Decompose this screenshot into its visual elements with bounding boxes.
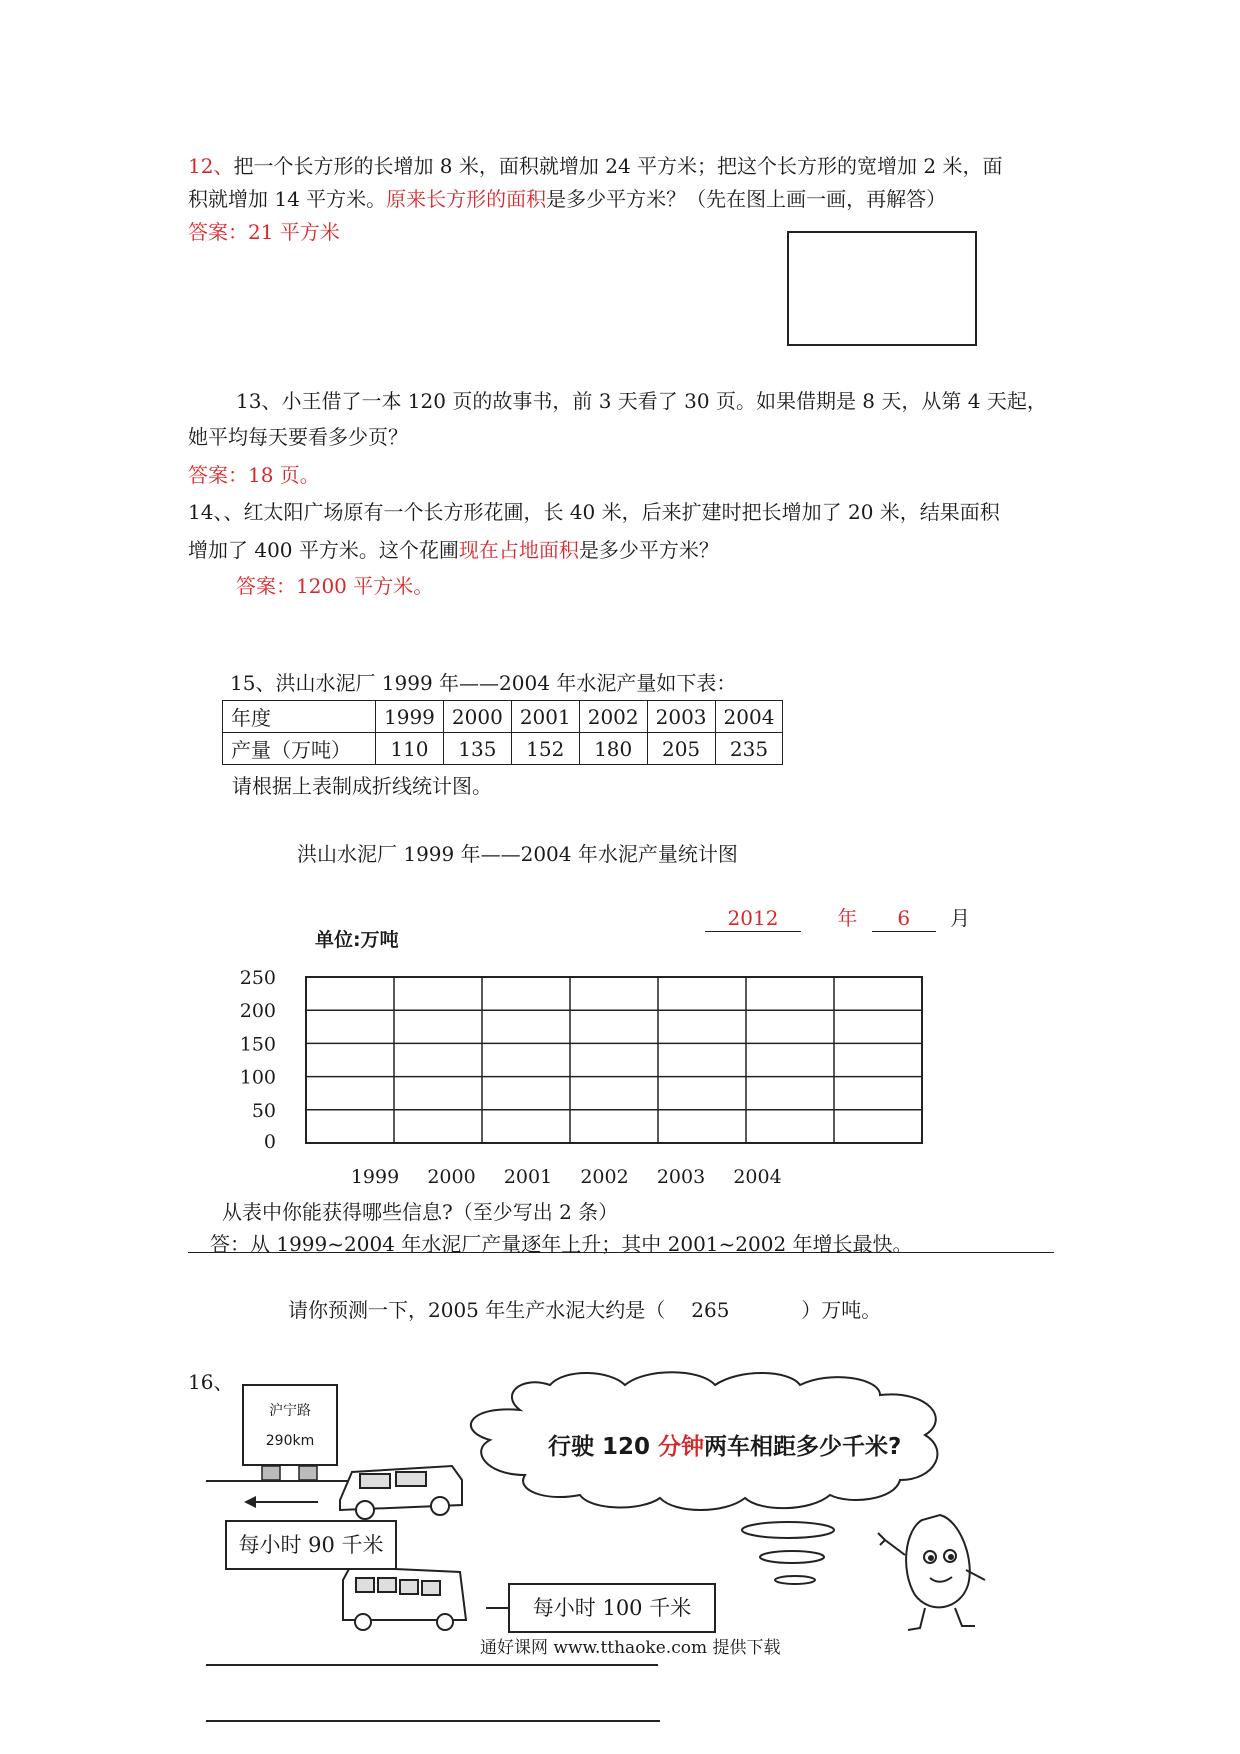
bubble-text-b: 两车相距多少千米? — [704, 1434, 902, 1460]
date-month-unit: 月 — [950, 906, 971, 930]
q13-answer: 答案：18 页。 — [188, 463, 320, 487]
q12-highlight: 原来长方形的面积 — [386, 187, 547, 211]
table-cell: 2004 — [715, 701, 783, 733]
bubble-question — [548, 1428, 901, 1461]
cartoon-character-icon — [878, 1515, 985, 1630]
y-tick-label: 0 — [263, 1131, 276, 1153]
sign-post-left — [262, 1466, 280, 1480]
date-month: 6 — [872, 905, 936, 932]
q15-answer: 答：从 1999~2004 年水泥厂产量逐年上升；其中 2001~2002 年增长最快。 — [210, 1232, 913, 1256]
table-header-output: 产量（万吨） — [223, 733, 376, 765]
thought-dot-medium — [760, 1551, 824, 1563]
q12-number: 12、 — [188, 154, 234, 178]
x-tick-label: 2000 — [427, 1166, 476, 1188]
q14-answer: 答案：1200 平方米。 — [236, 574, 434, 598]
bubble-text-a: 行驶 120 — [548, 1434, 659, 1460]
chart-unit-label: 单位:万吨 — [315, 929, 399, 951]
q12-text-a: 把一个长方形的长增加 8 米，面积就增加 24 平方米；把这个长方形的宽增加 2 米，面 — [233, 154, 1003, 178]
table-cell: 2001 — [511, 701, 579, 733]
x-tick-label: 2002 — [580, 1166, 629, 1188]
x-tick-label: 2001 — [503, 1166, 553, 1188]
speed-label-right: 每小时 100 千米 — [508, 1583, 716, 1633]
predict-text-a: 请你预测一下，2005 年生产水泥大约是（ — [288, 1298, 666, 1322]
q16-number: 16、 — [188, 1370, 234, 1394]
bus-icon — [343, 1567, 466, 1630]
q15-question: 从表中你能获得哪些信息?（至少写出 2 条） — [222, 1200, 619, 1224]
x-tick-label: 2004 — [733, 1166, 782, 1188]
q12-answer: 答案：21 平方米 — [188, 220, 340, 244]
y-tick-label: 100 — [239, 1066, 276, 1089]
q14-text-a: 增加了 400 平方米。这个花圃 — [188, 538, 459, 562]
table-cell: 2002 — [579, 701, 647, 733]
q13-line2: 她平均每天要看多少页？ — [188, 425, 408, 449]
q12-text-b2: 是多少平方米？（先在图上画一画，再解答） — [546, 187, 947, 211]
table-cell: 2000 — [443, 701, 511, 733]
sign-post-right — [299, 1466, 317, 1480]
thought-dot-small — [775, 1576, 815, 1584]
footer-source: 通好课网 www.tthaoke.com 提供下载 — [480, 1638, 781, 1658]
predict-value: 265 — [691, 1298, 730, 1322]
table-cell: 135 — [443, 733, 511, 765]
table-cell: 1999 — [376, 701, 444, 733]
bubble-highlight: 分钟 — [658, 1434, 705, 1460]
q14-highlight: 现在占地面积 — [458, 538, 579, 562]
table-cell: 180 — [579, 733, 647, 765]
road-sign-name: 沪宁路 — [269, 1403, 311, 1419]
arrow-left-head-icon — [244, 1496, 256, 1508]
q12-text-b1: 积就增加 14 平方米。 — [188, 187, 387, 211]
table-cell: 205 — [647, 733, 715, 765]
chart-title: 洪山水泥厂 1999 年——2004 年水泥产量统计图 — [297, 842, 738, 866]
q14-line1: 14、、红太阳广场原有一个长方形花圃，长 40 米，后来扩建时把长增加了 20 米，结果面积 — [188, 500, 1000, 524]
q15-intro: 15、洪山水泥厂 1999 年——2004 年水泥产量如下表： — [230, 671, 737, 695]
table-cell: 235 — [715, 733, 783, 765]
y-tick-label: 200 — [239, 1000, 276, 1023]
q13-line1: 13、小王借了一本 120 页的故事书，前 3 天看了 30 页。如果借期是 8 天，从第 4 天起， — [236, 389, 1047, 413]
car-icon — [340, 1466, 462, 1519]
table-header-year: 年度 — [223, 701, 376, 733]
road-sign-distance: 290km — [265, 1433, 315, 1449]
date-year-unit: 年 — [837, 906, 858, 930]
table-cell: 110 — [376, 733, 444, 765]
y-tick-label: 250 — [239, 967, 276, 989]
table-cell: 2003 — [647, 701, 715, 733]
q15-instruction: 请根据上表制成折线统计图。 — [232, 774, 492, 798]
speed-label-left: 每小时 90 千米 — [225, 1520, 397, 1570]
road-sign-text — [243, 1396, 337, 1456]
q14-text-b: 是多少平方米？ — [578, 538, 719, 562]
x-tick-label: 2003 — [656, 1166, 706, 1188]
predict-text-b: ）万吨。 — [801, 1298, 882, 1322]
y-tick-label: 50 — [251, 1099, 276, 1122]
thought-dot-large — [742, 1522, 834, 1538]
y-tick-label: 150 — [239, 1033, 276, 1056]
x-tick-label: 1999 — [350, 1166, 400, 1188]
date-year: 2012 — [705, 905, 801, 932]
table-cell: 152 — [511, 733, 579, 765]
